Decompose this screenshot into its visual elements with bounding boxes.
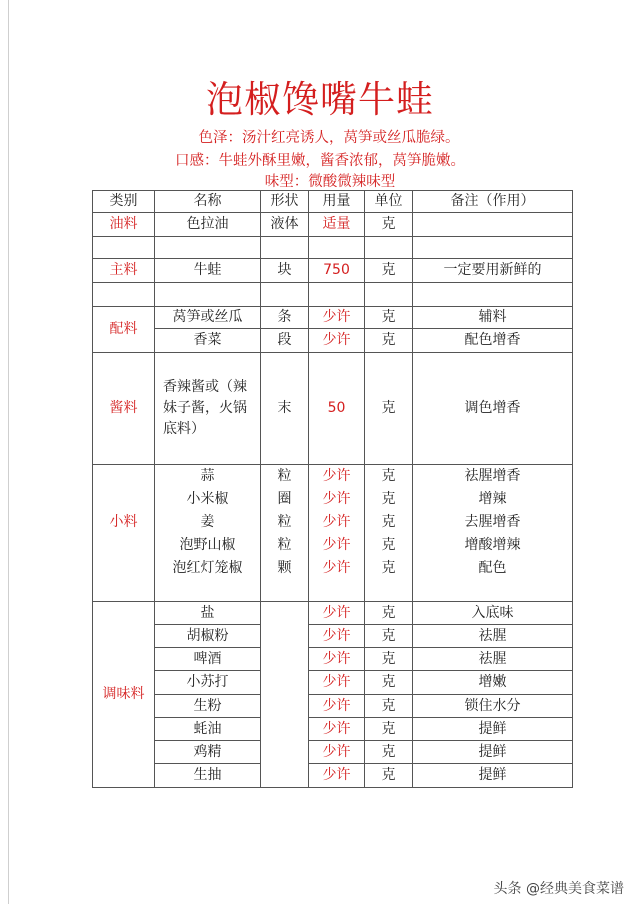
- shape-cell: 颗: [261, 557, 309, 580]
- note-cell: 增辣: [413, 488, 573, 511]
- note-cell: 提鲜: [413, 741, 573, 764]
- qty-cell: 少许: [309, 718, 365, 741]
- unit-cell: 克: [365, 353, 413, 465]
- table-row: [93, 602, 573, 625]
- shape-cell: 段: [261, 329, 309, 353]
- qty-cell: 少许: [309, 307, 365, 329]
- unit-cell: 克: [365, 465, 413, 488]
- name-cell: 生粉: [155, 695, 261, 718]
- unit-cell: 克: [365, 648, 413, 671]
- shape-cell: 粒: [261, 511, 309, 534]
- note-cell: 配色: [413, 557, 573, 580]
- note-cell: 配色增香: [413, 329, 573, 353]
- name-cell: 蒜: [155, 465, 261, 488]
- unit-cell: 克: [365, 307, 413, 329]
- note-cell: 调色增香: [413, 353, 573, 465]
- name-cell: 鸡精: [155, 741, 261, 764]
- unit-cell: 克: [365, 329, 413, 353]
- table-row: [93, 511, 573, 534]
- name-cell: 盐: [155, 602, 261, 625]
- unit-cell: 克: [365, 625, 413, 648]
- unit-cell: 克: [365, 741, 413, 764]
- table-row: [93, 718, 573, 741]
- qty-cell: 少许: [309, 488, 365, 511]
- name-cell: 莴笋或丝瓜: [155, 307, 261, 329]
- name-cell: 香辣酱或（辣妹子酱，火锅底料）: [155, 353, 261, 465]
- subtitle-taste: 味型：微酸微辣味型: [264, 174, 396, 190]
- name-cell: 泡野山椒: [155, 534, 261, 557]
- table-row: [93, 259, 573, 283]
- table-row: [93, 764, 573, 788]
- note-cell: 祛腥增香: [413, 465, 573, 488]
- shape-cell: 圈: [261, 488, 309, 511]
- header-qty: 用量: [309, 191, 365, 213]
- category-cell: 调味料: [93, 602, 155, 788]
- note-cell: 提鲜: [413, 718, 573, 741]
- recipe-table: [92, 190, 573, 788]
- table-row: [93, 465, 573, 488]
- name-cell: 香菜: [155, 329, 261, 353]
- shape-cell: 液体: [261, 213, 309, 237]
- unit-cell: 克: [365, 511, 413, 534]
- unit-cell: 克: [365, 557, 413, 580]
- name-cell: 小米椒: [155, 488, 261, 511]
- unit-cell: 克: [365, 602, 413, 625]
- table-row: [93, 625, 573, 648]
- qty-cell: 少许: [309, 602, 365, 625]
- subtitle-color: 色泽：汤汁红亮诱人，莴笋或丝瓜脆绿。: [198, 130, 460, 146]
- qty-cell: 少许: [309, 557, 365, 580]
- header-note: 备注（作用）: [413, 191, 573, 213]
- table-row: [93, 741, 573, 764]
- table-row: [93, 648, 573, 671]
- name-cell: 色拉油: [155, 213, 261, 237]
- name-cell: 泡红灯笼椒: [155, 557, 261, 580]
- note-cell: 祛腥: [413, 648, 573, 671]
- category-cell: 小料: [93, 465, 155, 580]
- name-cell: 胡椒粉: [155, 625, 261, 648]
- table-row: [93, 329, 573, 353]
- header-row: [93, 191, 573, 213]
- name-cell: 牛蛙: [155, 259, 261, 283]
- qty-cell: 少许: [309, 741, 365, 764]
- spacer-row: [93, 237, 573, 259]
- note-cell: 一定要用新鲜的: [413, 259, 573, 283]
- header-shape: 形状: [261, 191, 309, 213]
- table-row: [93, 695, 573, 718]
- unit-cell: 克: [365, 259, 413, 283]
- unit-cell: 克: [365, 695, 413, 718]
- name-cell: 啤酒: [155, 648, 261, 671]
- qty-cell: 少许: [309, 511, 365, 534]
- qty-cell: 少许: [309, 764, 365, 788]
- qty-cell: 少许: [309, 465, 365, 488]
- qty-cell: 少许: [309, 695, 365, 718]
- qty-cell: 少许: [309, 671, 365, 695]
- spacer-row: [93, 283, 573, 307]
- name-cell: 蚝油: [155, 718, 261, 741]
- note-cell: 增嫩: [413, 671, 573, 695]
- unit-cell: 克: [365, 488, 413, 511]
- note-cell: 增酸增辣: [413, 534, 573, 557]
- watermark: 头条 @经典美食菜谱: [493, 881, 624, 897]
- shape-cell: 粒: [261, 534, 309, 557]
- page-title: 泡椒馋嘴牛蛙: [206, 78, 434, 121]
- shape-cell: 条: [261, 307, 309, 329]
- header-name: 名称: [155, 191, 261, 213]
- subtitle-texture: 口感：牛蛙外酥里嫩，酱香浓郁，莴笋脆嫩。: [175, 153, 465, 169]
- table-row: [93, 488, 573, 511]
- note-cell: 提鲜: [413, 764, 573, 788]
- note-cell: 辅料: [413, 307, 573, 329]
- note-cell: [413, 213, 573, 237]
- table-row: [93, 534, 573, 557]
- unit-cell: 克: [365, 534, 413, 557]
- qty-cell: 50: [309, 353, 365, 465]
- shape-cell: [261, 602, 309, 788]
- table-row: [93, 213, 573, 237]
- category-cell: 配料: [93, 307, 155, 353]
- note-cell: 锁住水分: [413, 695, 573, 718]
- header-unit: 单位: [365, 191, 413, 213]
- unit-cell: 克: [365, 718, 413, 741]
- table-row: [93, 557, 573, 580]
- table-row: [93, 353, 573, 465]
- qty-cell: 少许: [309, 534, 365, 557]
- qty-cell: 少许: [309, 648, 365, 671]
- category-cell: 主料: [93, 259, 155, 283]
- header-category: 类别: [93, 191, 155, 213]
- spacer-row: [93, 580, 573, 602]
- name-cell: 姜: [155, 511, 261, 534]
- table-row: [93, 671, 573, 695]
- name-cell: 生抽: [155, 764, 261, 788]
- category-cell: 油料: [93, 213, 155, 237]
- unit-cell: 克: [365, 764, 413, 788]
- table-row: [93, 307, 573, 329]
- note-cell: 祛腥: [413, 625, 573, 648]
- shape-cell: 块: [261, 259, 309, 283]
- unit-cell: 克: [365, 671, 413, 695]
- note-cell: 去腥增香: [413, 511, 573, 534]
- shape-cell: 末: [261, 353, 309, 465]
- qty-cell: 少许: [309, 329, 365, 353]
- note-cell: 入底味: [413, 602, 573, 625]
- unit-cell: 克: [365, 213, 413, 237]
- qty-cell: 少许: [309, 625, 365, 648]
- qty-cell: 750: [309, 259, 365, 283]
- category-cell: 酱料: [93, 353, 155, 465]
- name-cell: 小苏打: [155, 671, 261, 695]
- shape-cell: 粒: [261, 465, 309, 488]
- qty-cell: 适量: [309, 213, 365, 237]
